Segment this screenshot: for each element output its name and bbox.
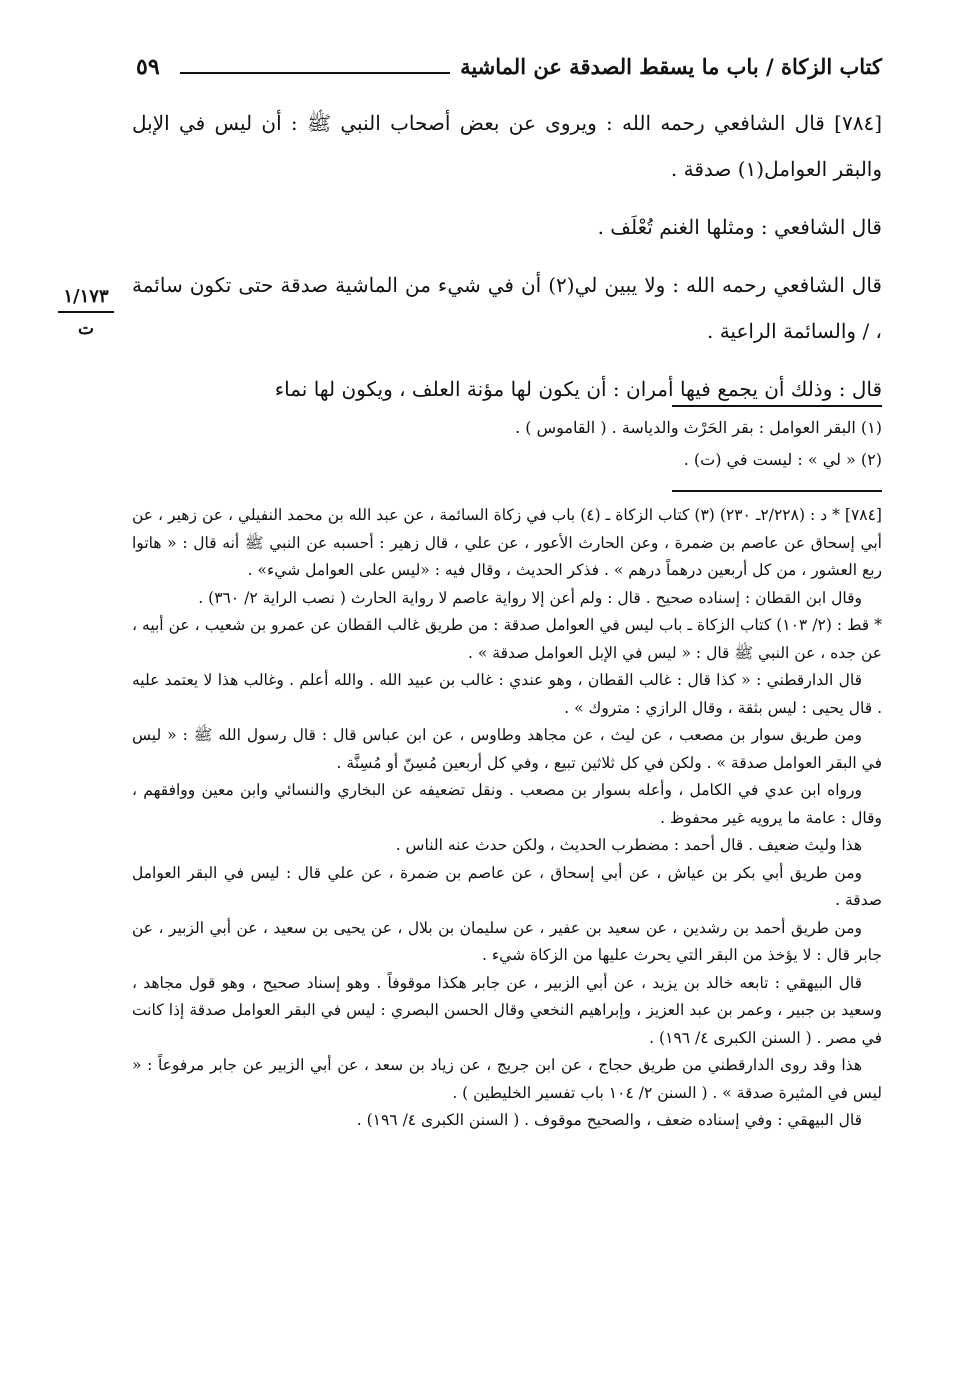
main-paragraph: قال الشافعي : ومثلها الغنم تُعْلَف . [597,215,882,239]
margin-manuscript-siglum: ت [77,319,94,339]
commentary [132,502,882,1135]
commentary-paragraph: قال البيهقي : تابعه خالد بن يزيد ، عن أبي الزبير ، عن جابر هكذا موقوفاً . وهو إسناد صحيح ، وهو قول مجاهد ، وسعيد بن جبير ، وعمر بن عبد العزيز ، وإبراهيم النخعي وقال الحسن البصري : ليس في البقر العوامل صدقة إذا كانت في مصر . ( السنن الكبرى ٤/ ١٩٦) . [132,973,882,1047]
commentary-paragraph: ورواه ابن عدي في الكامل ، وأعله بسوار بن مصعب . ونقل تضعيفه عن البخاري والنسائي وابن معين ووافقهم ، وقال : عامة ما يرويه غير محفوظ . [132,781,882,827]
margin-note [58,286,114,339]
main-paragraph: [٧٨٤] قال الشافعي رحمه الله : ويروى عن بعض أصحاب النبي ﷺ : أن ليس في الإبل والبقر العوامل(١) صدقة . [132,111,882,181]
main-paragraph: قال : وذلك أن يجمع فيها أمران : أن يكون لها مؤنة العلف ، ويكون لها نماء [274,377,882,401]
running-title: كتاب الزكاة / باب ما يسقط الصدقة عن الماشية [450,54,882,79]
commentary-paragraph: قال الدارقطني : « كذا قال : غالب القطان ، وهو عندي : غالب بن عبيد الله . والله أعلم . وغالب هذا لا يعتمد عليه . قال يحيى : ليس بثقة ، وقال الرازي : متروك » . [132,671,882,717]
page-number: ٥٩ [130,54,166,80]
footnotes [132,412,882,476]
commentary-paragraph: هذا وليث ضعيف . قال أحمد : مضطرب الحديث ، ولكن حدث عنه الناس . [395,836,862,854]
commentary-paragraph: هذا وقد روى الدارقطني من طريق حجاج ، عن ابن جريج ، عن زياد بن سعد ، عن أبي الزبير عن جابر مرفوعاً : « ليس في المثيرة صدقة » . ( السنن ٢/ ١٠٤ باب تفسير الخليطين ) . [132,1056,882,1102]
commentary-paragraph: ومن طريق أبي بكر بن عياش ، عن أبي إسحاق ، عن عاصم بن ضمرة ، عن علي قال : ليس في البقر العوامل صدقة . [132,863,882,909]
main-text [132,100,882,424]
footnote-separator [672,405,882,407]
footnote: (١) البقر العوامل : بقر الحَرْث والدياسة . ( القاموس ) . [515,418,882,437]
page-header [130,54,882,98]
commentary-paragraph: وقال ابن القطان : إسناده صحيح . قال : ولم أعن إلا رواية عاصم لا رواية الحارث ( نصب الراية ٢/ ٣٦٠) . [198,588,862,607]
commentary-paragraph: [٧٨٤] * د : (٢/٢٢٨ـ ٢٣٠) (٣) كتاب الزكاة ـ (٤) باب في زكاة السائمة ، عن عبد الله بن محمد النفيلي ، عن زهير ، عن أبي إسحاق عن عاصم بن ضمرة ، وعن الحارث الأعور ، عن علي ، قال زهير : أحسبه عن النبي ﷺ أنه قال : « هاتوا ربع العشور ، من كل أربعين درهماً درهم » . فذكر الحديث ، وقال فيه : «ليس على العوامل شيء» . [132,506,882,579]
commentary-paragraph: ومن طريق أحمد بن رشدين ، عن سعيد بن عفير ، عن سليمان بن بلال ، عن يحيى بن سعيد ، عن أبي الزبير ، عن جابر قال : لا يؤخذ من البقر التي يحرث عليها من الزكاة شيء . [132,918,882,964]
margin-folio: ١/١٧٣ [63,286,109,307]
commentary-paragraph: * قط : (٢/ ١٠٣) كتاب الزكاة ـ باب ليس في العوامل صدقة : من طريق غالب القطان عن عمرو بن شعيب ، عن أبيه ، عن جده ، عن النبي ﷺ قال : « ليس في الإبل العوامل صدقة » . [132,616,882,662]
commentary-paragraph: قال البيهقي : وفي إسناده ضعف ، والصحيح موقوف . ( السنن الكبرى ٤/ ١٩٦) . [356,1111,862,1129]
main-paragraph: قال الشافعي رحمه الله : ولا يبين لي(٢) أن في شيء من الماشية صدقة حتى تكون سائمة ، / والسائمة الراعية . [132,273,882,343]
margin-rule [58,311,114,313]
commentary-paragraph: ومن طريق سوار بن مصعب ، عن ليث ، عن مجاهد وطاوس ، عن ابن عباس قال : قال رسول الله ﷺ : « ليس في البقر العوامل صدقة » . ولكن في كل ثلاثين تبيع ، وفي كل أربعين مُسِنّ أو مُسِنَّة . [132,726,882,772]
footnote: (٢) « لي » : ليست في (ت) . [683,450,882,469]
commentary-separator [672,490,882,492]
